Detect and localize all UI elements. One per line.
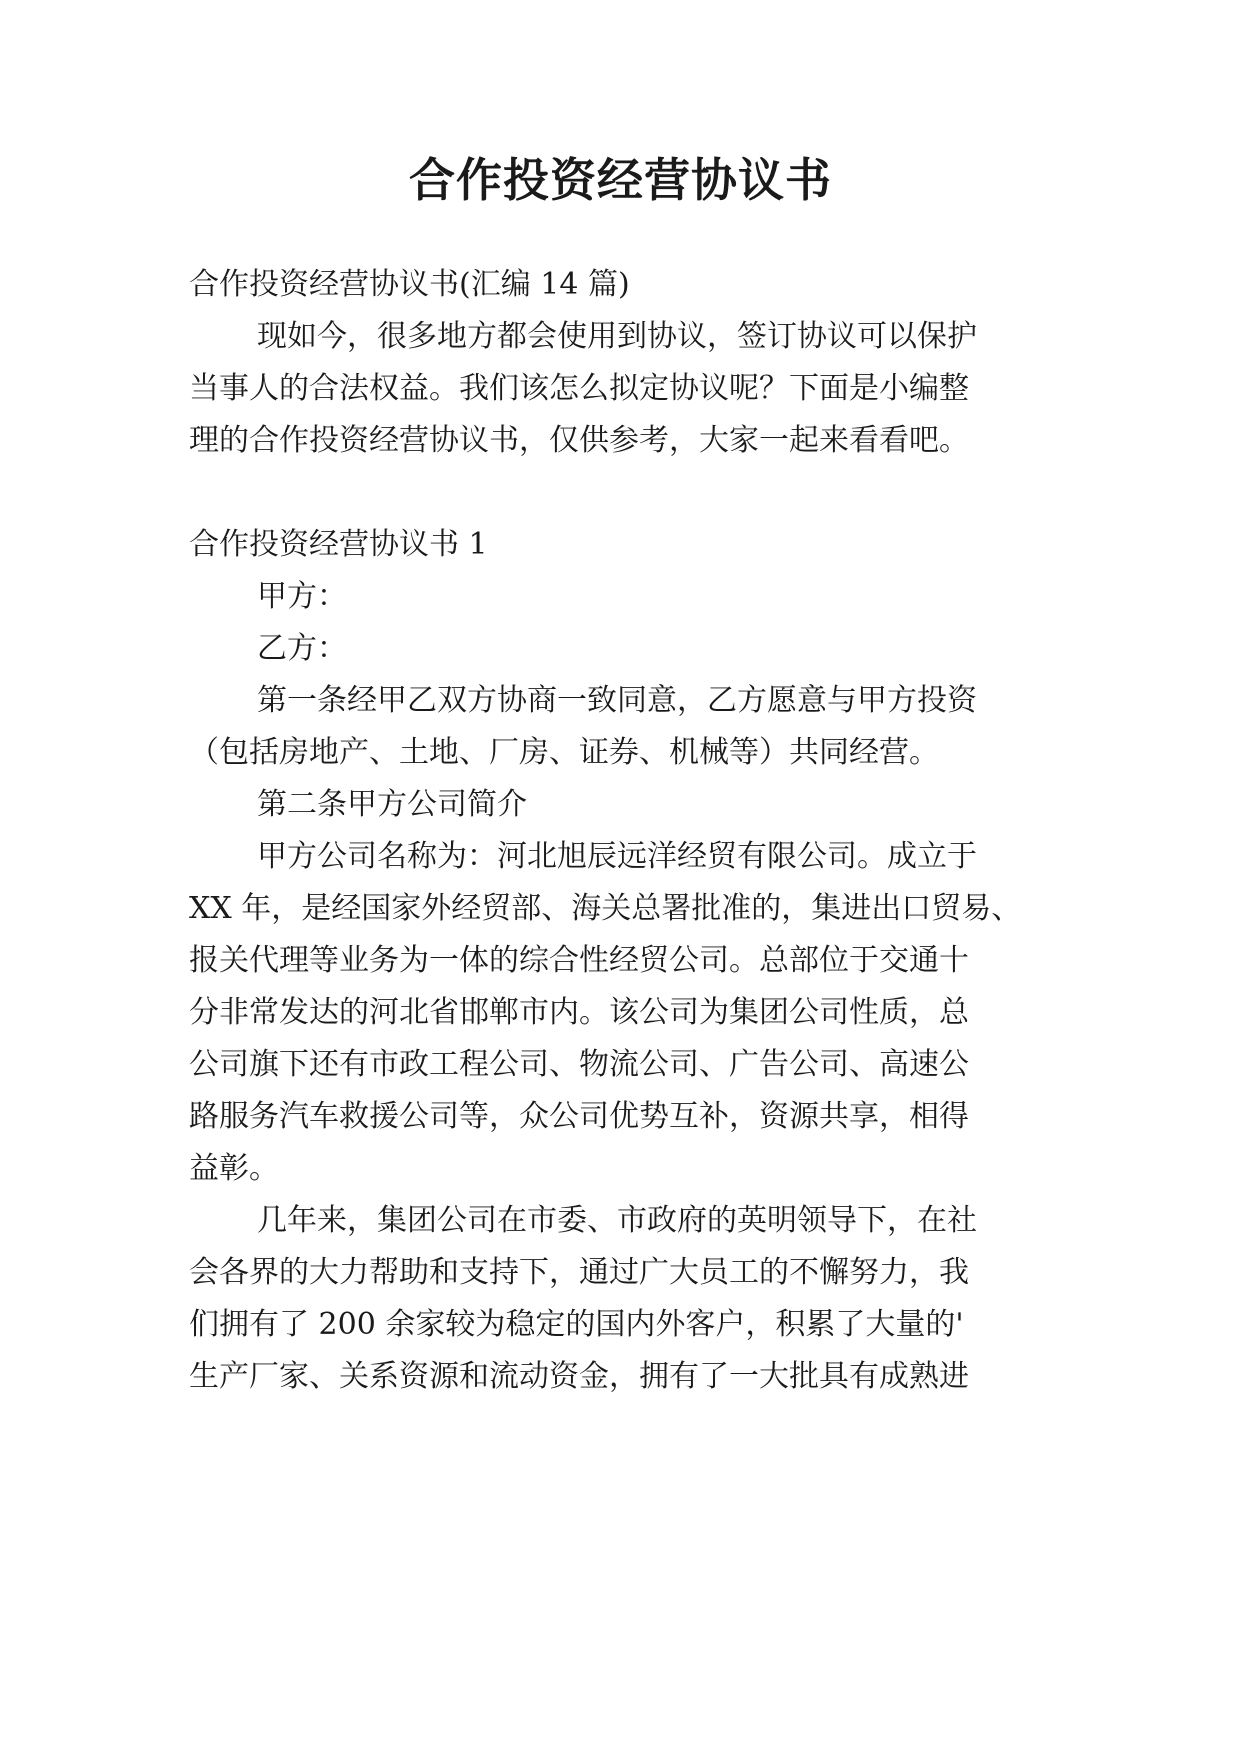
document-title: 合作投资经营协议书 bbox=[409, 153, 832, 207]
paragraph-line: XX 年，是经国家外经贸部、海关总署批准的，集进出口贸易、 bbox=[189, 891, 1022, 926]
paragraph-line: 益彰。 bbox=[189, 1151, 279, 1186]
paragraph-line: 现如今，很多地方都会使用到协议，签订协议可以保护 bbox=[257, 319, 977, 354]
paragraph-line: （包括房地产、土地、厂房、证券、机械等）共同经营。 bbox=[189, 735, 939, 770]
paragraph-line: 会各界的大力帮助和支持下，通过广大员工的不懈努力，我 bbox=[189, 1255, 969, 1290]
paragraph-line: 当事人的合法权益。我们该怎么拟定协议呢？下面是小编整 bbox=[189, 371, 969, 406]
party-a-line: 甲方： bbox=[257, 579, 347, 614]
paragraph-line: 几年来，集团公司在市委、市政府的英明领导下，在社 bbox=[257, 1203, 977, 1238]
party-b-line: 乙方： bbox=[257, 631, 347, 666]
paragraph-line: 生产厂家、关系资源和流动资金，拥有了一大批具有成熟进 bbox=[189, 1359, 969, 1394]
paragraph-line: 报关代理等业务为一体的综合性经贸公司。总部位于交通十 bbox=[189, 943, 969, 978]
paragraph-line: 理的合作投资经营协议书，仅供参考，大家一起来看看吧。 bbox=[189, 423, 969, 458]
paragraph-line: 分非常发达的河北省邯郸市内。该公司为集团公司性质，总 bbox=[189, 995, 969, 1030]
paragraph-line: 公司旗下还有市政工程公司、物流公司、广告公司、高速公 bbox=[189, 1047, 969, 1082]
paragraph-line: 甲方公司名称为：河北旭辰远洋经贸有限公司。成立于 bbox=[257, 839, 977, 874]
subtitle-line: 合作投资经营协议书(汇编 14 篇) bbox=[189, 267, 630, 302]
paragraph-line: 第一条经甲乙双方协商一致同意，乙方愿意与甲方投资 bbox=[257, 683, 977, 718]
article-heading: 第二条甲方公司简介 bbox=[257, 787, 527, 822]
section-heading: 合作投资经营协议书 1 bbox=[189, 527, 488, 562]
paragraph-line: 路服务汽车救援公司等，众公司优势互补，资源共享，相得 bbox=[189, 1099, 969, 1134]
paragraph-line: 们拥有了 200 余家较为稳定的国内外客户，积累了大量的' bbox=[189, 1307, 964, 1342]
